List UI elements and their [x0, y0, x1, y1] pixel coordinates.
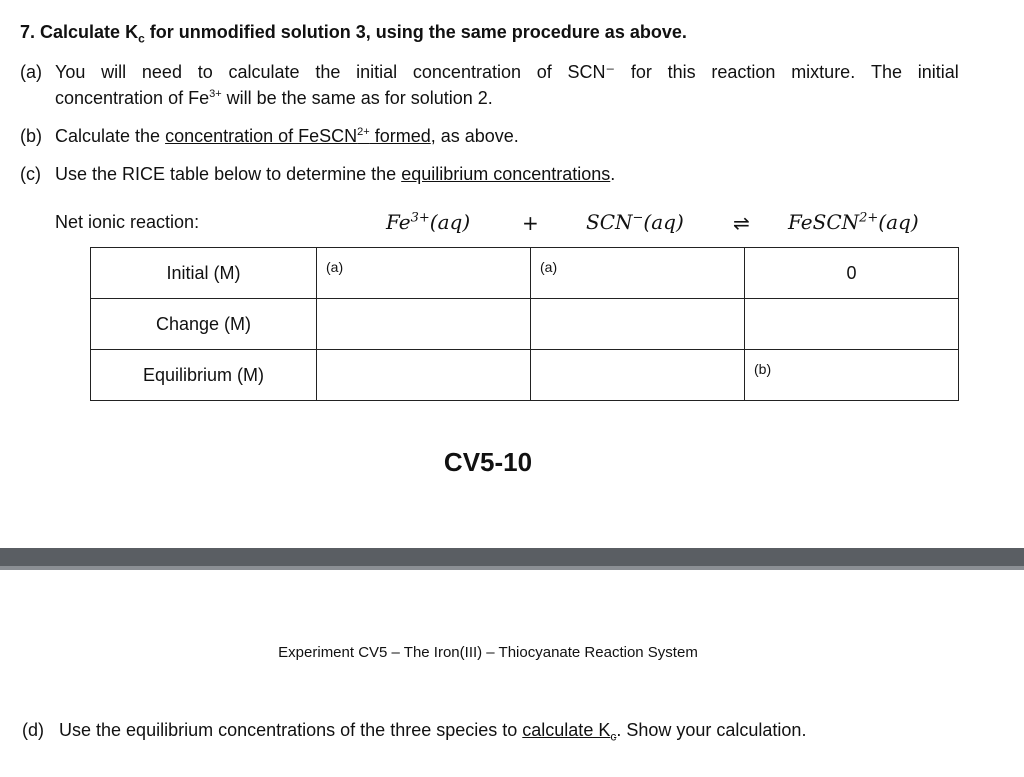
row-label: Change (M) — [91, 299, 317, 350]
cell-scn-equilibrium[interactable] — [531, 350, 745, 401]
part-a-word: mixture. — [791, 62, 856, 82]
part-a-word: need — [141, 62, 182, 82]
part-a-label: (a) — [20, 62, 42, 82]
net-ionic-label: Net ionic reaction: — [55, 212, 200, 232]
part-d-label: (d) — [22, 720, 44, 740]
part-a-word: initial — [356, 62, 398, 82]
calculate-kc-link: calculate $K_c$ — [522, 720, 617, 744]
plus-sign: + — [522, 211, 539, 235]
rice-table — [90, 247, 959, 401]
reactant-scn: SCN−(aq) — [586, 210, 684, 234]
part-c — [20, 161, 965, 187]
table-row-change — [91, 299, 959, 350]
reactant-fe: $Fe^{3+}(aq)$ — [386, 210, 471, 234]
cell-fe-initial[interactable]: (a) — [317, 248, 531, 299]
part-a-word: to — [197, 62, 213, 82]
question-title: 7. Calculate $K_c$ for unmodified solution 3, using the same procedure as above. — [20, 22, 687, 46]
part-c-label: (c) — [20, 164, 41, 184]
page-divider-edge — [0, 566, 1024, 570]
cell-scn-initial[interactable]: (a) — [531, 248, 745, 299]
page-code: CV5-10 — [443, 447, 533, 477]
part-a-word: the — [315, 62, 341, 82]
row-label: Initial (M) — [91, 248, 317, 299]
product-fescn: FeSCN$^{2+}$(aq) — [788, 210, 919, 234]
part-b — [20, 123, 965, 149]
part-b-text: Calculate the concentration of FeSCN$^{2+}$ formed, as above. — [55, 126, 519, 146]
cell-fe-change[interactable] — [317, 299, 531, 350]
part-a-line2: concentration of $Fe^{3+}$ will be the same as for solution 2. — [55, 88, 493, 108]
part-a-word: You — [55, 62, 86, 82]
cell-fe-equilibrium[interactable] — [317, 350, 531, 401]
part-a-word: calculate — [228, 62, 300, 82]
part-c-text: Use the RICE table below to determine the equilibrium concentrations. — [55, 164, 616, 184]
part-a-word: for — [630, 62, 652, 82]
part-a-line1 — [55, 59, 959, 85]
part-b-label: (b) — [20, 126, 42, 146]
cell-product-initial[interactable]: 0 — [745, 248, 959, 299]
row-label: Equilibrium (M) — [91, 350, 317, 401]
cell-product-equilibrium[interactable]: (b) — [745, 350, 959, 401]
part-a-word: initial — [917, 62, 959, 82]
part-a-word: of — [536, 62, 552, 82]
question-number: 7. — [20, 22, 36, 42]
part-a-word: concentration — [412, 62, 521, 82]
part-a-word: will — [101, 62, 127, 82]
part-a-word: SCN⁻ — [567, 62, 616, 82]
page-header-experiment: Experiment CV5 – The Iron(III) – Thiocyanate Reaction System — [278, 644, 698, 661]
part-a-word: The — [870, 62, 902, 82]
table-row-equilibrium — [91, 350, 959, 401]
equilibrium-arrow: ⇌ — [733, 211, 750, 235]
table-row-initial — [91, 248, 959, 299]
part-a-word: this — [667, 62, 696, 82]
cell-product-change[interactable] — [745, 299, 959, 350]
equilibrium-link: equilibrium concentrations — [401, 164, 611, 184]
cell-scn-change[interactable] — [531, 299, 745, 350]
part-d: (d) Use the equilibrium concentrations of the three species to calculate $K_c$. Show your calculation. — [22, 720, 807, 744]
part-a — [20, 59, 965, 111]
concentration-link: concentration of FeSCN$^{2+}$ formed — [165, 126, 431, 146]
part-a-word: reaction — [711, 62, 776, 82]
